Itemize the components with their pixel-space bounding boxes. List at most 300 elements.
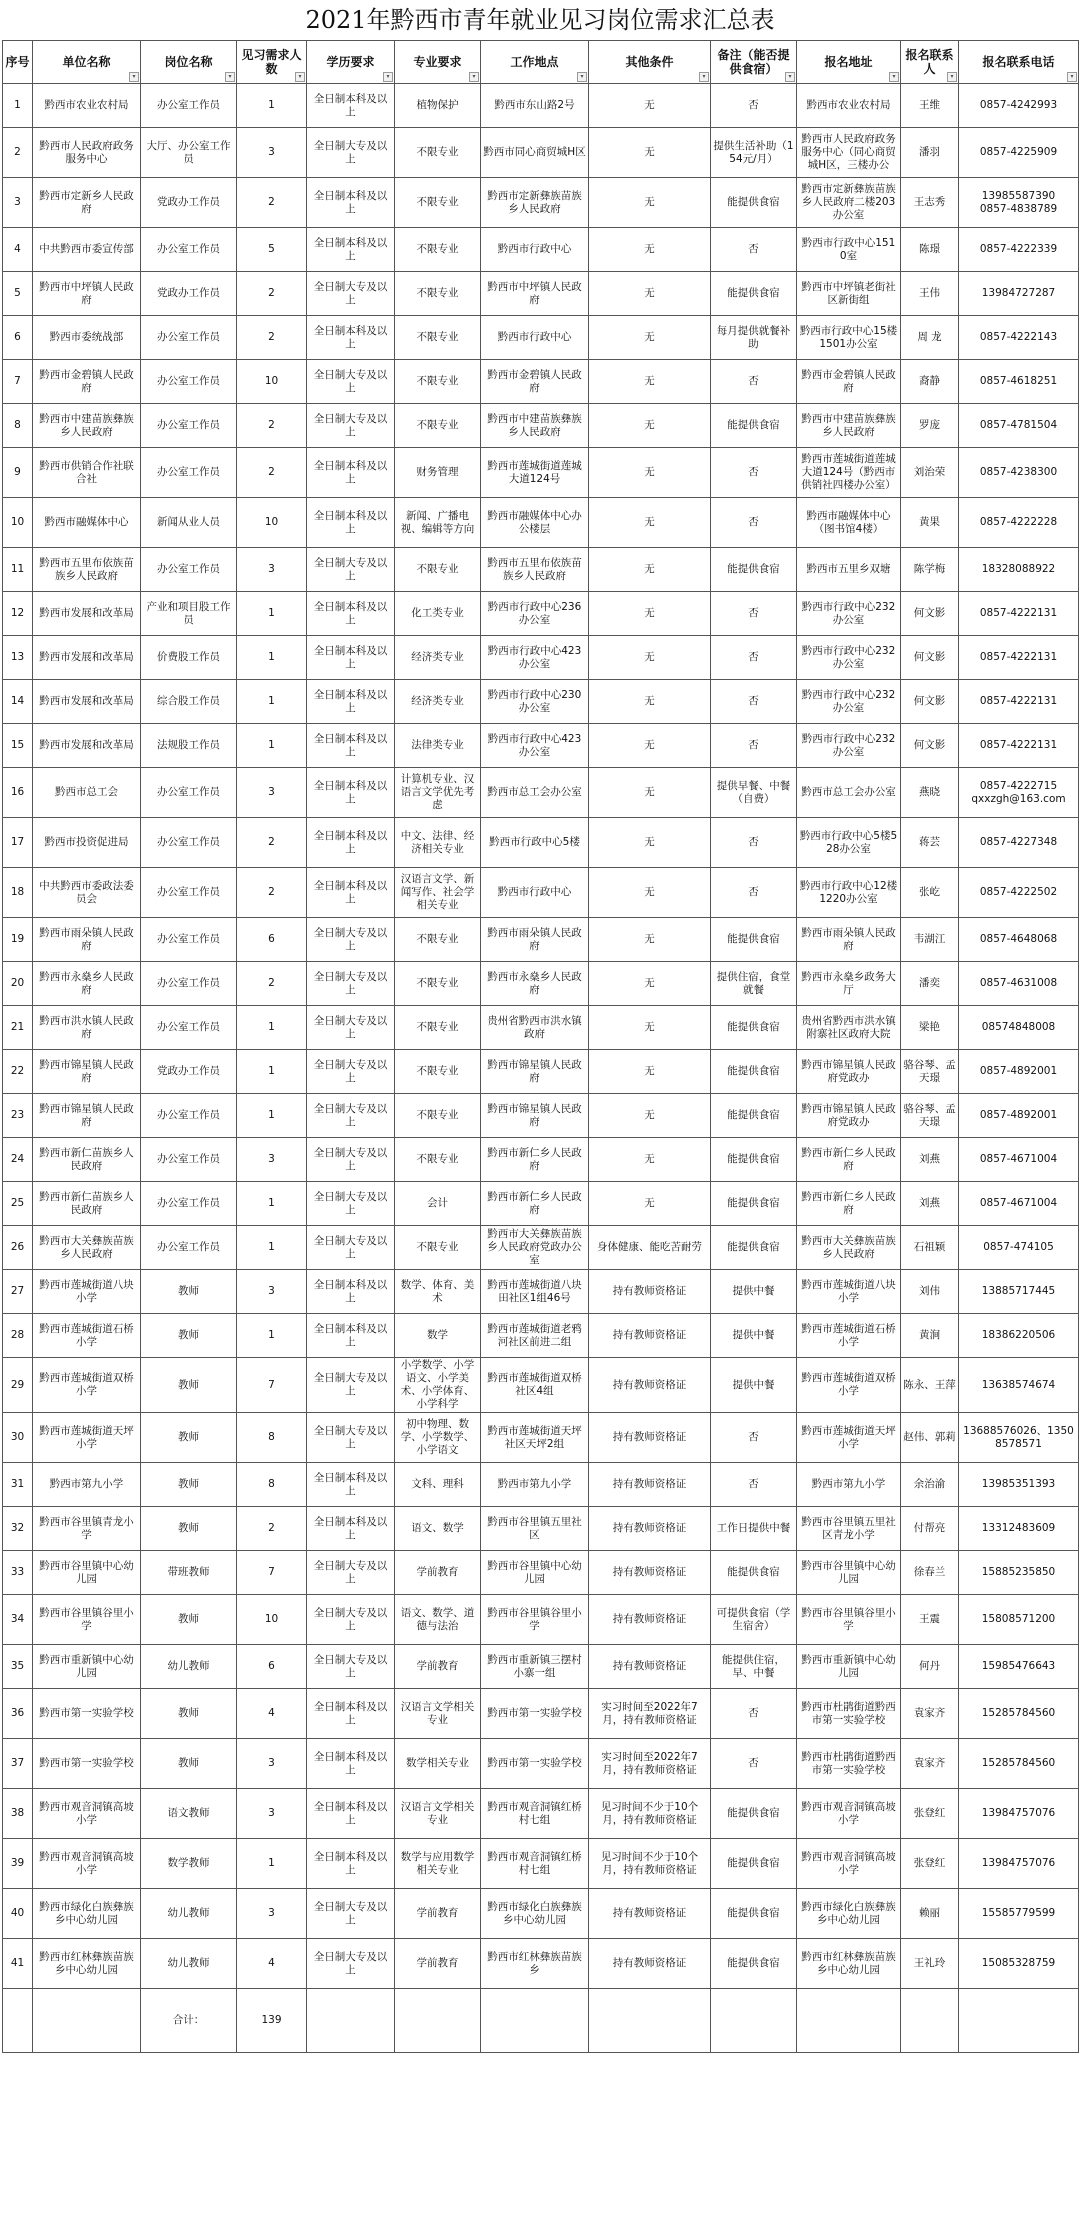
table-cell[interactable]: 持有教师资格证 (589, 1314, 711, 1358)
table-cell[interactable]: 黔西市中坪镇人民政府 (481, 272, 589, 316)
table-cell[interactable]: 0857-4222715 qxxzgh@163.com (959, 768, 1079, 818)
table-cell[interactable]: 经济类专业 (395, 636, 481, 680)
column-header[interactable] (481, 41, 589, 84)
table-cell[interactable]: 每月提供就餐补助 (711, 316, 797, 360)
table-cell[interactable]: 1 (237, 1006, 307, 1050)
table-cell[interactable]: 0857-4222502 (959, 868, 1079, 918)
table-cell[interactable]: 数学相关专业 (395, 1739, 481, 1789)
table-cell[interactable]: 全日制本科及以上 (307, 178, 395, 228)
table-cell[interactable]: 黔西市行政中心5楼 (481, 818, 589, 868)
table-cell[interactable]: 持有教师资格证 (589, 1463, 711, 1507)
table-cell[interactable]: 无 (589, 1094, 711, 1138)
table-cell[interactable]: 黔西市谷里镇谷里小学 (481, 1595, 589, 1645)
table-cell[interactable]: 幼儿教师 (141, 1939, 237, 1989)
table-cell[interactable]: 31 (3, 1463, 33, 1507)
table-cell[interactable]: 黔西市莲城街道石桥小学 (33, 1314, 141, 1358)
table-cell[interactable]: 办公室工作员 (141, 868, 237, 918)
table-cell[interactable]: 计算机专业、汉语言文学优先考虑 (395, 768, 481, 818)
table-cell[interactable]: 无 (589, 228, 711, 272)
table-cell[interactable]: 不限专业 (395, 918, 481, 962)
table-cell[interactable]: 产业和项目股工作员 (141, 592, 237, 636)
table-cell[interactable]: 1 (237, 1839, 307, 1889)
table-cell[interactable]: 综合股工作员 (141, 680, 237, 724)
table-cell[interactable]: 不限专业 (395, 1006, 481, 1050)
table-cell[interactable]: 办公室工作员 (141, 228, 237, 272)
table-cell[interactable]: 新闻从业人员 (141, 498, 237, 548)
table-cell[interactable]: 黔西市第一实验学校 (481, 1739, 589, 1789)
table-cell[interactable]: 无 (589, 1138, 711, 1182)
table-cell[interactable]: 否 (711, 84, 797, 128)
table-cell[interactable]: 黔西市行政中心15楼1501办公室 (797, 316, 901, 360)
table-cell[interactable]: 41 (3, 1939, 33, 1989)
table-cell[interactable]: 汉语言文学相关专业 (395, 1689, 481, 1739)
table-cell[interactable]: 教师 (141, 1739, 237, 1789)
table-cell[interactable]: 黔西市锦星镇人民政府党政办 (797, 1094, 901, 1138)
table-cell[interactable]: 提供早餐、中餐（自费） (711, 768, 797, 818)
table-cell[interactable]: 15285784560 (959, 1739, 1079, 1789)
table-cell[interactable]: 8 (237, 1413, 307, 1463)
table-cell[interactable]: 持有教师资格证 (589, 1358, 711, 1413)
table-cell[interactable]: 蒋芸 (901, 818, 959, 868)
table-cell[interactable]: 13984757076 (959, 1789, 1079, 1839)
table-cell[interactable]: 全日制本科及以上 (307, 680, 395, 724)
table-cell[interactable]: 28 (3, 1314, 33, 1358)
table-cell[interactable]: 0857-4242993 (959, 84, 1079, 128)
table-cell[interactable]: 黔西市定新彝族苗族乡人民政府 (481, 178, 589, 228)
table-cell[interactable]: 黔西市金碧镇人民政府 (33, 360, 141, 404)
table-cell[interactable]: 实习时间至2022年7月，持有教师资格证 (589, 1739, 711, 1789)
table-cell[interactable]: 黔西市观音洞镇高坡小学 (797, 1839, 901, 1889)
table-cell[interactable]: 13985587390 0857-4838789 (959, 178, 1079, 228)
table-cell[interactable]: 8 (3, 404, 33, 448)
table-cell[interactable]: 黔西市同心商贸城H区 (481, 128, 589, 178)
table-cell[interactable]: 徐春兰 (901, 1551, 959, 1595)
table-cell[interactable]: 3 (237, 128, 307, 178)
table-cell[interactable]: 王志秀 (901, 178, 959, 228)
table-cell[interactable]: 不限专业 (395, 962, 481, 1006)
table-cell[interactable]: 2 (237, 272, 307, 316)
table-cell[interactable]: 全日制本科及以上 (307, 724, 395, 768)
table-cell[interactable]: 否 (711, 448, 797, 498)
table-cell[interactable]: 1 (3, 84, 33, 128)
table-cell[interactable] (797, 1989, 901, 2053)
table-cell[interactable]: 无 (589, 316, 711, 360)
table-cell[interactable]: 黔西市五里乡双塘 (797, 548, 901, 592)
dropdown-filter-icon[interactable]: ▾ (295, 72, 305, 82)
table-cell[interactable]: 15985476643 (959, 1645, 1079, 1689)
table-cell[interactable]: 持有教师资格证 (589, 1270, 711, 1314)
table-cell[interactable]: 学前教育 (395, 1939, 481, 1989)
table-cell[interactable]: 否 (711, 1689, 797, 1739)
table-cell[interactable]: 无 (589, 962, 711, 1006)
table-cell[interactable]: 无 (589, 918, 711, 962)
table-cell[interactable]: 办公室工作员 (141, 768, 237, 818)
table-cell[interactable]: 1 (237, 1314, 307, 1358)
table-cell[interactable]: 可提供食宿（学生宿舍） (711, 1595, 797, 1645)
table-cell[interactable]: 黔西市行政中心 (481, 868, 589, 918)
table-cell[interactable]: 张屹 (901, 868, 959, 918)
table-cell[interactable]: 语文教师 (141, 1789, 237, 1839)
table-cell[interactable]: 黔西市雨朵镇人民政府 (481, 918, 589, 962)
table-cell[interactable]: 黔西市融媒体中心（图书馆4楼） (797, 498, 901, 548)
table-cell[interactable]: 黔西市谷里镇中心幼儿园 (33, 1551, 141, 1595)
dropdown-filter-icon[interactable]: ▾ (469, 72, 479, 82)
dropdown-filter-icon[interactable]: ▾ (1067, 72, 1077, 82)
table-cell[interactable]: 办公室工作员 (141, 548, 237, 592)
table-cell[interactable]: 中共黔西市委宣传部 (33, 228, 141, 272)
table-cell[interactable]: 13312483609 (959, 1507, 1079, 1551)
table-cell[interactable]: 黔西市发展和改革局 (33, 724, 141, 768)
table-cell[interactable]: 何文影 (901, 680, 959, 724)
table-cell[interactable]: 18386220506 (959, 1314, 1079, 1358)
table-cell[interactable]: 全日制本科及以上 (307, 84, 395, 128)
table-cell[interactable]: 黔西市莲城街道石桥小学 (797, 1314, 901, 1358)
table-cell[interactable]: 黔西市第一实验学校 (33, 1739, 141, 1789)
table-cell[interactable]: 黄涧 (901, 1314, 959, 1358)
table-cell[interactable]: 3 (237, 1789, 307, 1839)
table-cell[interactable]: 教师 (141, 1358, 237, 1413)
table-cell[interactable]: 办公室工作员 (141, 918, 237, 962)
table-cell[interactable]: 办公室工作员 (141, 1226, 237, 1270)
table-cell[interactable]: 黔西市观音洞镇红桥村七组 (481, 1839, 589, 1889)
table-cell[interactable]: 教师 (141, 1314, 237, 1358)
table-cell[interactable]: 12 (3, 592, 33, 636)
table-cell[interactable]: 全日制大专及以上 (307, 548, 395, 592)
table-cell[interactable]: 10 (237, 360, 307, 404)
table-cell[interactable]: 黔西市中坪镇人民政府 (33, 272, 141, 316)
table-cell[interactable]: 持有教师资格证 (589, 1645, 711, 1689)
table-cell[interactable]: 植物保护 (395, 84, 481, 128)
table-cell[interactable]: 黔西市绿化白族彝族乡中心幼儿园 (797, 1889, 901, 1939)
table-cell[interactable]: 7 (237, 1358, 307, 1413)
table-cell[interactable]: 2 (237, 404, 307, 448)
total-label[interactable]: 合计： (141, 1989, 237, 2053)
table-cell[interactable]: 黔西市大关彝族苗族乡人民政府党政办公室 (481, 1226, 589, 1270)
table-cell[interactable]: 黔西市永燊乡人民政府 (481, 962, 589, 1006)
dropdown-filter-icon[interactable]: ▾ (383, 72, 393, 82)
table-cell[interactable]: 34 (3, 1595, 33, 1645)
table-cell[interactable]: 全日制本科及以上 (307, 1507, 395, 1551)
table-cell[interactable]: 黔西市行政中心 (481, 316, 589, 360)
table-cell[interactable]: 全日制本科及以上 (307, 1314, 395, 1358)
table-cell[interactable]: 办公室工作员 (141, 1182, 237, 1226)
table-cell[interactable]: 1 (237, 636, 307, 680)
table-cell[interactable]: 黔西市定新彝族苗族乡人民政府二楼203办公室 (797, 178, 901, 228)
table-cell[interactable]: 15 (3, 724, 33, 768)
table-cell[interactable]: 黔西市永燊乡人民政府 (33, 962, 141, 1006)
table-cell[interactable]: 16 (3, 768, 33, 818)
table-cell[interactable]: 0857-4618251 (959, 360, 1079, 404)
table-cell[interactable]: 黔西市重新镇三摆村小寨一组 (481, 1645, 589, 1689)
table-cell[interactable]: 4 (3, 228, 33, 272)
table-cell[interactable]: 全日制本科及以上 (307, 1789, 395, 1839)
table-cell[interactable]: 黔西市谷里镇中心幼儿园 (797, 1551, 901, 1595)
table-cell[interactable]: 黔西市中坪镇老街社区新街组 (797, 272, 901, 316)
table-cell[interactable]: 能提供食宿 (711, 272, 797, 316)
table-cell[interactable]: 22 (3, 1050, 33, 1094)
table-cell[interactable]: 罗庞 (901, 404, 959, 448)
table-cell[interactable]: 黔西市莲城街道双桥小学 (797, 1358, 901, 1413)
table-cell[interactable]: 黔西市新仁苗族乡人民政府 (33, 1138, 141, 1182)
table-cell[interactable]: 黔西市第九小学 (797, 1463, 901, 1507)
table-cell[interactable]: 韦湖江 (901, 918, 959, 962)
table-cell[interactable]: 学前教育 (395, 1889, 481, 1939)
table-cell[interactable]: 否 (711, 868, 797, 918)
table-cell[interactable]: 黔西市融媒体中心 (33, 498, 141, 548)
table-cell[interactable]: 36 (3, 1689, 33, 1739)
table-cell[interactable]: 骆谷琴、孟天璟 (901, 1050, 959, 1094)
table-cell[interactable]: 黔西市谷里镇中心幼儿园 (481, 1551, 589, 1595)
table-cell[interactable]: 0857-4781504 (959, 404, 1079, 448)
table-cell[interactable]: 无 (589, 272, 711, 316)
table-cell[interactable]: 1 (237, 724, 307, 768)
table-cell[interactable]: 陈学梅 (901, 548, 959, 592)
table-cell[interactable]: 0857-4222339 (959, 228, 1079, 272)
table-cell[interactable]: 7 (3, 360, 33, 404)
table-cell[interactable]: 袁家齐 (901, 1689, 959, 1739)
table-cell[interactable]: 全日制大专及以上 (307, 1094, 395, 1138)
table-cell[interactable]: 1 (237, 592, 307, 636)
table-cell[interactable]: 13984727287 (959, 272, 1079, 316)
table-cell[interactable]: 中文、法律、经济相关专业 (395, 818, 481, 868)
table-cell[interactable]: 赖丽 (901, 1889, 959, 1939)
table-cell[interactable]: 带班教师 (141, 1551, 237, 1595)
table-cell[interactable]: 黔西市行政中心232办公室 (797, 592, 901, 636)
table-cell[interactable]: 裔静 (901, 360, 959, 404)
table-cell[interactable]: 35 (3, 1645, 33, 1689)
table-cell[interactable]: 全日制大专及以上 (307, 918, 395, 962)
table-cell[interactable]: 3 (3, 178, 33, 228)
table-cell[interactable] (901, 1989, 959, 2053)
table-cell[interactable]: 全日制大专及以上 (307, 1595, 395, 1645)
table-cell[interactable]: 否 (711, 636, 797, 680)
table-cell[interactable]: 14 (3, 680, 33, 724)
table-cell[interactable]: 黔西市金碧镇人民政府 (797, 360, 901, 404)
table-cell[interactable]: 办公室工作员 (141, 1138, 237, 1182)
table-cell[interactable] (3, 1989, 33, 2053)
table-cell[interactable]: 6 (237, 918, 307, 962)
table-cell[interactable]: 13688576026、13508578571 (959, 1413, 1079, 1463)
table-cell[interactable]: 提供中餐 (711, 1270, 797, 1314)
dropdown-filter-icon[interactable]: ▾ (129, 72, 139, 82)
table-cell[interactable]: 全日制大专及以上 (307, 962, 395, 1006)
table-cell[interactable]: 党政办工作员 (141, 178, 237, 228)
table-cell[interactable]: 黔西市发展和改革局 (33, 636, 141, 680)
table-cell[interactable]: 15885235850 (959, 1551, 1079, 1595)
table-cell[interactable]: 何文影 (901, 724, 959, 768)
table-cell[interactable]: 小学数学、小学语文、小学美术、小学体育、小学科学 (395, 1358, 481, 1413)
table-cell[interactable]: 黔西市行政中心 (481, 228, 589, 272)
table-cell[interactable]: 7 (237, 1551, 307, 1595)
table-cell[interactable]: 周 龙 (901, 316, 959, 360)
table-cell[interactable]: 无 (589, 548, 711, 592)
table-cell[interactable]: 黔西市行政中心423办公室 (481, 636, 589, 680)
table-cell[interactable]: 否 (711, 1463, 797, 1507)
table-cell[interactable]: 不限专业 (395, 1094, 481, 1138)
table-cell[interactable]: 提供中餐 (711, 1358, 797, 1413)
table-cell[interactable]: 5 (3, 272, 33, 316)
table-cell[interactable]: 黔西市雨朵镇人民政府 (797, 918, 901, 962)
table-cell[interactable]: 黔西市杜鹃街道黔西市第一实验学校 (797, 1739, 901, 1789)
table-cell[interactable]: 39 (3, 1839, 33, 1889)
table-cell[interactable]: 张登红 (901, 1839, 959, 1889)
column-header[interactable] (901, 41, 959, 84)
table-cell[interactable]: 2 (237, 962, 307, 1006)
table-cell[interactable]: 黔西市行政中心230办公室 (481, 680, 589, 724)
table-cell[interactable]: 2 (237, 868, 307, 918)
table-cell[interactable]: 0857-4222131 (959, 592, 1079, 636)
table-cell[interactable]: 32 (3, 1507, 33, 1551)
table-cell[interactable]: 能提供食宿 (711, 1006, 797, 1050)
table-cell[interactable]: 潘奕 (901, 962, 959, 1006)
table-cell[interactable]: 黔西市行政中心232办公室 (797, 724, 901, 768)
table-cell[interactable]: 黔西市行政中心423办公室 (481, 724, 589, 768)
table-cell[interactable]: 1 (237, 680, 307, 724)
table-cell[interactable]: 幼儿教师 (141, 1645, 237, 1689)
table-cell[interactable]: 13984757076 (959, 1839, 1079, 1889)
table-cell[interactable]: 0857-4222131 (959, 680, 1079, 724)
table-cell[interactable]: 否 (711, 228, 797, 272)
table-cell[interactable]: 黔西市中建苗族彝族乡人民政府 (797, 404, 901, 448)
table-cell[interactable]: 全日制本科及以上 (307, 316, 395, 360)
table-cell[interactable]: 教师 (141, 1507, 237, 1551)
table-cell[interactable]: 不限专业 (395, 1226, 481, 1270)
table-cell[interactable]: 黔西市新仁乡人民政府 (481, 1138, 589, 1182)
table-cell[interactable]: 全日制本科及以上 (307, 592, 395, 636)
table-cell[interactable]: 持有教师资格证 (589, 1939, 711, 1989)
table-cell[interactable]: 3 (237, 1889, 307, 1939)
table-cell[interactable]: 不限专业 (395, 272, 481, 316)
column-header[interactable] (237, 41, 307, 84)
table-cell[interactable]: 黔西市绿化白族彝族乡中心幼儿园 (33, 1889, 141, 1939)
table-cell[interactable]: 数学 (395, 1314, 481, 1358)
table-cell[interactable]: 不限专业 (395, 128, 481, 178)
table-cell[interactable]: 教师 (141, 1413, 237, 1463)
table-cell[interactable]: 黔西市发展和改革局 (33, 592, 141, 636)
table-cell[interactable]: 张登红 (901, 1789, 959, 1839)
table-cell[interactable]: 全日制大专及以上 (307, 1939, 395, 1989)
table-cell[interactable]: 38 (3, 1789, 33, 1839)
table-cell[interactable]: 能提供食宿 (711, 1939, 797, 1989)
table-cell[interactable]: 黔西市雨朵镇人民政府 (33, 918, 141, 962)
table-cell[interactable]: 能提供食宿 (711, 1138, 797, 1182)
table-cell[interactable]: 黔西市锦星镇人民政府党政办 (797, 1050, 901, 1094)
table-cell[interactable]: 黔西市供销合作社联合社 (33, 448, 141, 498)
table-cell[interactable]: 全日制大专及以上 (307, 1050, 395, 1094)
table-cell[interactable]: 提供生活补助（154元/月） (711, 128, 797, 178)
table-cell[interactable]: 黔西市红林彝族苗族乡中心幼儿园 (797, 1939, 901, 1989)
table-cell[interactable]: 黔西市莲城街道莲城大道124号（黔西市供销社四楼办公室） (797, 448, 901, 498)
table-cell[interactable]: 全日制本科及以上 (307, 1463, 395, 1507)
table-cell[interactable]: 石祖颖 (901, 1226, 959, 1270)
table-cell[interactable]: 11 (3, 548, 33, 592)
table-cell[interactable]: 0857-4671004 (959, 1138, 1079, 1182)
table-cell[interactable]: 全日制本科及以上 (307, 818, 395, 868)
table-cell[interactable]: 否 (711, 360, 797, 404)
table-cell[interactable]: 黔西市第一实验学校 (33, 1689, 141, 1739)
table-cell[interactable]: 无 (589, 636, 711, 680)
column-header[interactable] (395, 41, 481, 84)
table-cell[interactable]: 教师 (141, 1463, 237, 1507)
table-cell[interactable]: 不限专业 (395, 178, 481, 228)
table-cell[interactable]: 化工类专业 (395, 592, 481, 636)
table-cell[interactable]: 1 (237, 84, 307, 128)
table-cell[interactable]: 袁家齐 (901, 1739, 959, 1789)
table-cell[interactable]: 身体健康、能吃苦耐劳 (589, 1226, 711, 1270)
table-cell[interactable]: 5 (237, 228, 307, 272)
table-cell[interactable]: 能提供食宿 (711, 1182, 797, 1226)
table-cell[interactable]: 全日制本科及以上 (307, 768, 395, 818)
table-cell[interactable] (959, 1989, 1079, 2053)
table-cell[interactable]: 黔西市莲城街道八块田社区1组46号 (481, 1270, 589, 1314)
table-cell[interactable]: 不限专业 (395, 1138, 481, 1182)
table-cell[interactable]: 办公室工作员 (141, 84, 237, 128)
table-cell[interactable]: 无 (589, 1006, 711, 1050)
table-cell[interactable]: 黔西市重新镇中心幼儿园 (797, 1645, 901, 1689)
table-cell[interactable]: 黔西市锦星镇人民政府 (481, 1094, 589, 1138)
column-header[interactable] (797, 41, 901, 84)
table-cell[interactable]: 教师 (141, 1689, 237, 1739)
table-cell[interactable]: 不限专业 (395, 228, 481, 272)
dropdown-filter-icon[interactable]: ▾ (577, 72, 587, 82)
table-cell[interactable]: 不限专业 (395, 1050, 481, 1094)
table-cell[interactable]: 08574848008 (959, 1006, 1079, 1050)
table-cell[interactable]: 黔西市莲城街道八块小学 (33, 1270, 141, 1314)
table-cell[interactable]: 黔西市发展和改革局 (33, 680, 141, 724)
table-cell[interactable]: 余治渝 (901, 1463, 959, 1507)
table-cell[interactable]: 办公室工作员 (141, 360, 237, 404)
table-cell[interactable]: 何文影 (901, 636, 959, 680)
table-cell[interactable]: 全日制本科及以上 (307, 228, 395, 272)
table-cell[interactable]: 无 (589, 128, 711, 178)
table-cell[interactable]: 10 (237, 1595, 307, 1645)
table-cell[interactable]: 见习时间不少于10个月，持有教师资格证 (589, 1789, 711, 1839)
table-cell[interactable]: 否 (711, 818, 797, 868)
table-cell[interactable]: 无 (589, 592, 711, 636)
table-cell[interactable]: 0857-4222131 (959, 636, 1079, 680)
table-cell[interactable]: 提供住宿，食堂就餐 (711, 962, 797, 1006)
table-cell[interactable]: 办公室工作员 (141, 448, 237, 498)
table-cell[interactable]: 17 (3, 818, 33, 868)
table-cell[interactable]: 数学、体育、美术 (395, 1270, 481, 1314)
table-cell[interactable]: 10 (3, 498, 33, 548)
table-cell[interactable]: 黔西市投资促进局 (33, 818, 141, 868)
table-cell[interactable]: 骆谷琴、孟天璟 (901, 1094, 959, 1138)
table-cell[interactable]: 提供中餐 (711, 1314, 797, 1358)
table-cell[interactable]: 会计 (395, 1182, 481, 1226)
table-cell[interactable]: 刘伟 (901, 1270, 959, 1314)
table-cell[interactable]: 数学教师 (141, 1839, 237, 1889)
table-cell[interactable]: 黔西市委统战部 (33, 316, 141, 360)
table-cell[interactable]: 办公室工作员 (141, 404, 237, 448)
table-cell[interactable]: 黔西市重新镇中心幼儿园 (33, 1645, 141, 1689)
table-cell[interactable]: 持有教师资格证 (589, 1507, 711, 1551)
table-cell[interactable]: 黔西市行政中心232办公室 (797, 636, 901, 680)
table-cell[interactable]: 能提供食宿 (711, 178, 797, 228)
table-cell[interactable]: 否 (711, 498, 797, 548)
table-cell[interactable]: 黔西市谷里镇青龙小学 (33, 1507, 141, 1551)
table-cell[interactable]: 0857-4225909 (959, 128, 1079, 178)
table-cell[interactable]: 黔西市新仁乡人民政府 (797, 1138, 901, 1182)
table-cell[interactable]: 黔西市行政中心1510室 (797, 228, 901, 272)
table-cell[interactable]: 全日制大专及以上 (307, 1182, 395, 1226)
table-cell[interactable]: 能提供食宿 (711, 404, 797, 448)
table-cell[interactable]: 13638574674 (959, 1358, 1079, 1413)
table-cell[interactable]: 黔西市农业农村局 (33, 84, 141, 128)
table-cell[interactable]: 黔西市总工会办公室 (797, 768, 901, 818)
total-value[interactable]: 139 (237, 1989, 307, 2053)
table-cell[interactable]: 不限专业 (395, 360, 481, 404)
